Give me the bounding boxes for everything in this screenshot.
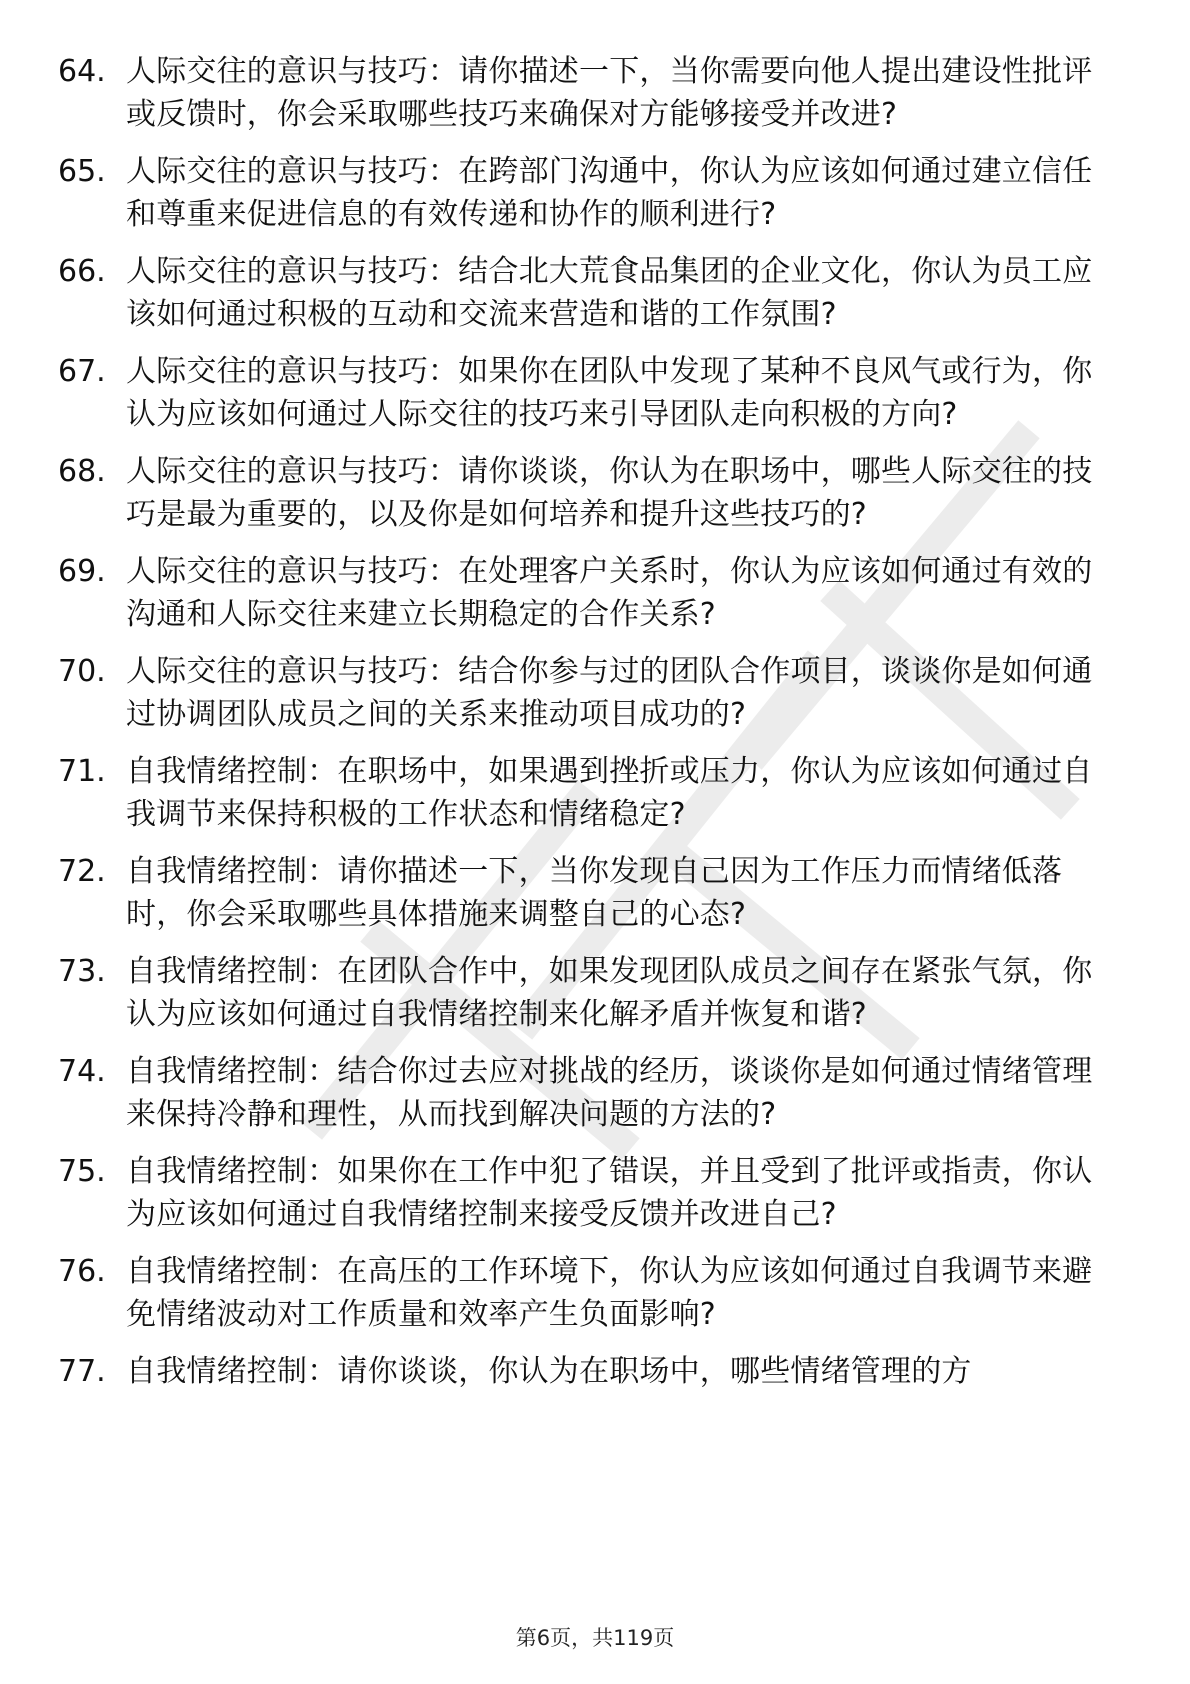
question-item — [58, 950, 1118, 1036]
question-number: 64. — [58, 54, 106, 89]
question-text: 自我情绪控制：如果你在工作中犯了错误，并且受到了批评或指责，你认为应该如何通过自我情绪控制来接受反馈并改进自己? — [126, 1154, 1093, 1232]
question-item — [58, 1150, 1118, 1236]
question-text: 人际交往的意识与技巧：结合北大荒食品集团的企业文化，你认为员工应该如何通过积极的互动和交流来营造和谐的工作氛围? — [126, 254, 1093, 332]
question-number: 65. — [58, 154, 106, 189]
question-number: 72. — [58, 854, 106, 889]
question-item — [58, 150, 1118, 236]
question-item — [58, 50, 1118, 136]
question-text: 自我情绪控制：结合你过去应对挑战的经历，谈谈你是如何通过情绪管理来保持冷静和理性，从而找到解决问题的方法的? — [126, 1054, 1093, 1132]
question-text: 自我情绪控制：在高压的工作环境下，你认为应该如何通过自我调节来避免情绪波动对工作质量和效率产生负面影响? — [126, 1254, 1093, 1332]
question-item — [58, 350, 1118, 436]
question-number: 76. — [58, 1254, 106, 1289]
question-number: 75. — [58, 1154, 106, 1189]
question-number: 68. — [58, 454, 106, 489]
question-item — [58, 1050, 1118, 1136]
question-number: 73. — [58, 954, 106, 989]
question-item — [58, 650, 1118, 736]
question-list — [58, 50, 1118, 1407]
question-number: 70. — [58, 654, 106, 689]
question-item — [58, 850, 1118, 936]
question-text: 自我情绪控制：在职场中，如果遇到挫折或压力，你认为应该如何通过自我调节来保持积极的工作状态和情绪稳定? — [126, 754, 1093, 832]
question-text: 人际交往的意识与技巧：结合你参与过的团队合作项目，谈谈你是如何通过协调团队成员之间的关系来推动项目成功的? — [126, 654, 1093, 732]
question-item — [58, 450, 1118, 536]
question-item — [58, 250, 1118, 336]
question-text: 自我情绪控制：请你描述一下，当你发现自己因为工作压力而情绪低落时，你会采取哪些具体措施来调整自己的心态? — [126, 854, 1063, 932]
question-text: 人际交往的意识与技巧：如果你在团队中发现了某种不良风气或行为，你认为应该如何通过人际交往的技巧来引导团队走向积极的方向? — [126, 354, 1093, 432]
question-text: 自我情绪控制：在团队合作中，如果发现团队成员之间存在紧张气氛，你认为应该如何通过自我情绪控制来化解矛盾并恢复和谐? — [126, 954, 1093, 1032]
question-text: 自我情绪控制：请你谈谈，你认为在职场中，哪些情绪管理的方 — [126, 1354, 972, 1389]
question-text: 人际交往的意识与技巧：在跨部门沟通中，你认为应该如何通过建立信任和尊重来促进信息的有效传递和协作的顺利进行? — [126, 154, 1093, 232]
question-item — [58, 1350, 1118, 1393]
question-text: 人际交往的意识与技巧：在处理客户关系时，你认为应该如何通过有效的沟通和人际交往来建立长期稳定的合作关系? — [126, 554, 1093, 632]
page-footer: 第6页，共119页 — [515, 1626, 675, 1650]
question-item — [58, 750, 1118, 836]
question-number: 67. — [58, 354, 106, 389]
question-number: 74. — [58, 1054, 106, 1089]
question-item — [58, 1250, 1118, 1336]
question-text: 人际交往的意识与技巧：请你描述一下，当你需要向他人提出建设性批评或反馈时，你会采取哪些技巧来确保对方能够接受并改进? — [126, 54, 1093, 132]
question-number: 69. — [58, 554, 106, 589]
question-number: 71. — [58, 754, 106, 789]
question-number: 66. — [58, 254, 106, 289]
question-text: 人际交往的意识与技巧：请你谈谈，你认为在职场中，哪些人际交往的技巧是最为重要的，以及你是如何培养和提升这些技巧的? — [126, 454, 1093, 532]
question-item — [58, 550, 1118, 636]
question-number: 77. — [58, 1354, 106, 1389]
